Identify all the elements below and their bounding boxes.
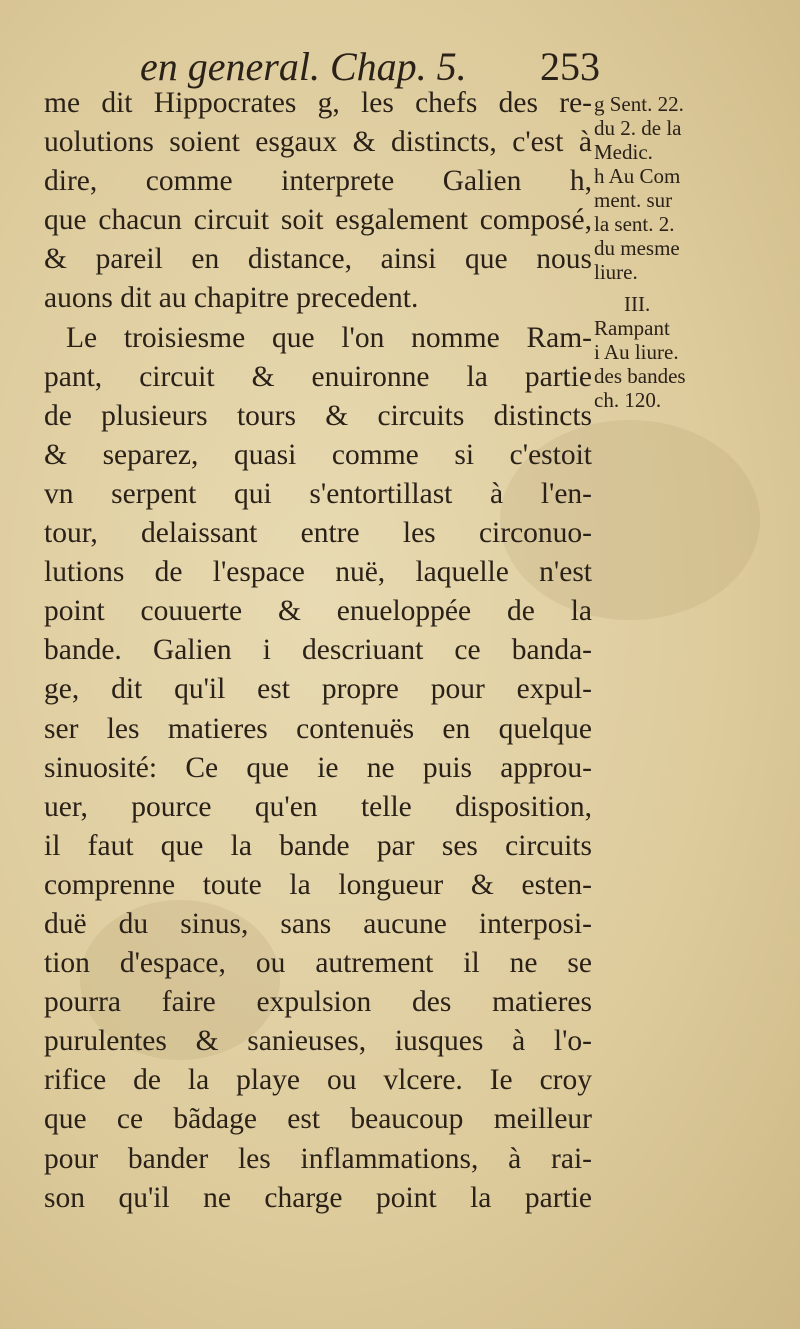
margin-note: du mesme: [594, 236, 680, 260]
text-line: tion d'espace, ou autrement il ne se: [44, 947, 592, 980]
text-line: me dit Hippocrates g, les chefs des re-: [44, 87, 592, 119]
margin-note: h Au Com: [594, 164, 681, 188]
text-line: bande. Galien i descriuant ce banda-: [44, 634, 592, 667]
text-line: dire, comme interprete Galien h,: [44, 165, 592, 198]
text-line: ser les matieres contenuës en quelque: [44, 712, 592, 745]
text-line: & pareil en distance, ainsi que nous: [44, 243, 592, 276]
margin-section-number: III.: [624, 292, 651, 316]
text-line: ge, dit qu'il est propre pour expul-: [44, 673, 592, 706]
text-line: tour, delaissant entre les circonuo-: [44, 517, 592, 550]
page-number: 253: [540, 44, 600, 89]
text-line: que ce bãdage est beaucoup meilleur: [44, 1103, 592, 1136]
margin-note: Medic.: [594, 140, 653, 164]
text-line: point couuerte & enueloppée de la: [44, 595, 592, 628]
margin-note: ment. sur: [594, 188, 673, 212]
text-line: sinuosité: Ce que ie ne puis approu-: [44, 751, 592, 784]
text-line: auons dit au chapitre precedent.: [44, 282, 419, 315]
text-line: & separez, quasi comme si c'estoit: [44, 438, 592, 471]
text-line: purulentes & sanieuses, iusques à l'o-: [44, 1025, 592, 1058]
margin-note: ch. 120.: [594, 388, 662, 412]
text-line: pourra faire expulsion des matieres: [44, 986, 592, 1019]
text-line: uolutions soient esgaux & distincts, c'est à: [44, 126, 592, 159]
running-title: en general. Chap. 5.: [140, 44, 467, 89]
text-line: de plusieurs tours & circuits distincts: [44, 399, 592, 432]
margin-note: la sent. 2.: [594, 212, 675, 236]
text-line: son qu'il ne charge point la partie: [44, 1181, 592, 1214]
text-line: rifice de la playe ou vlcere. Ie croy: [44, 1064, 592, 1097]
text-line: vn serpent qui s'entortillast à l'en-: [44, 477, 592, 510]
text-line: lutions de l'espace nuë, laquelle n'est: [44, 556, 592, 589]
margin-note: des bandes: [594, 364, 686, 388]
margin-note: Rampant: [594, 316, 670, 340]
text-line: comprenne toute la longueur & esten-: [44, 868, 592, 901]
margin-note: liure.: [594, 260, 638, 284]
text-line: que chacun circuit soit esgalement composé,: [44, 204, 592, 237]
main-text: [44, 84, 592, 1218]
text-line: pant, circuit & enuironne la partie: [44, 360, 592, 393]
text-line: Le troisiesme que l'on nomme Ram-: [66, 321, 592, 354]
margin-note: g Sent. 22.: [594, 92, 684, 116]
margin-notes: [594, 92, 794, 412]
margin-note: i Au liure.: [594, 340, 679, 364]
text-line: uer, pource qu'en telle disposition,: [44, 790, 592, 823]
text-line: duë du sinus, sans aucune interposi-: [44, 907, 592, 940]
text-line: il faut que la bande par ses circuits: [44, 829, 592, 862]
margin-note: du 2. de la: [594, 116, 682, 140]
text-line: pour bander les inflammations, à rai-: [44, 1142, 592, 1175]
